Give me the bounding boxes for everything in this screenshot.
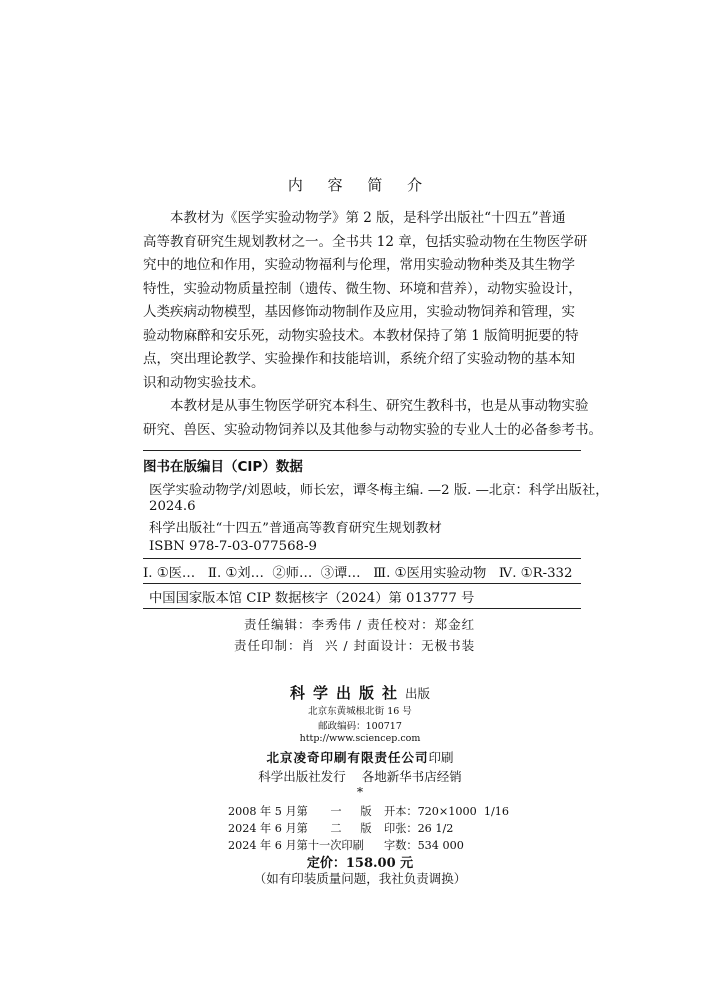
cip-series-line: 科学出版社“十四五”普通高等教育研究生规划教材 (149, 521, 442, 536)
publisher-postcode: 邮政编码：100717 (318, 721, 402, 732)
printer-name: 北京凌奇印刷有限责任公司 (266, 750, 429, 765)
page-title: 内 容 简 介 (287, 176, 433, 194)
production-credits: 责任印制：肖 兴 / 封面设计：无极书装 (234, 638, 476, 653)
separator-star: * (356, 784, 364, 799)
cip-mid-rule (143, 583, 581, 584)
intro-line: 人类疾病动物模型，基因修饰动物制作及应用，实验动物饲养和管理，实 (143, 304, 575, 320)
imprint-row: 2008 年 5 月第 一 版 开本：720×1000 1/16 (228, 805, 509, 818)
intro-paragraph-2 (143, 395, 602, 442)
editor-credits: 责任编辑：李秀伟 / 责任校对：郑金红 (244, 617, 476, 632)
intro-line: 高等教育研究生规划教材之一。全书共 12 章，包括实验动物在生物医学研 (143, 233, 588, 250)
intro-line: 本教材是从事生物医学研究本科生、研究生教科书，也是从事动物实验 (170, 398, 589, 414)
publisher-suffix: 出版 (405, 686, 431, 701)
cip-bibliographic-line: 医学实验动物学/刘恩岐，师长宏，谭冬梅主编. —2 版. —北京：科学出版社， (149, 483, 609, 498)
intro-line: 识和动物实验技术。 (143, 374, 265, 391)
publisher-line (0, 682, 720, 703)
cip-top-rule (143, 450, 581, 451)
quality-note: （如有印装质量问题，我社负责调换） (253, 871, 467, 886)
printer-line (0, 747, 720, 766)
intro-paragraph-1 (143, 207, 588, 395)
cip-isbn: ISBN 978-7-03-077568-9 (149, 539, 317, 554)
cip-mid-rule (143, 558, 581, 559)
distribution-line: 科学出版社发行 各地新华书店经销 (258, 769, 462, 784)
publisher-address: 北京东黄城根北街 16 号 (308, 706, 412, 717)
cip-classification: Ⅰ. ①医… Ⅱ. ①刘… ②师… ③谭… Ⅲ. ①医用实验动物 Ⅳ. ①R-332 (143, 566, 573, 581)
intro-line: 点，突出理论教学、实验操作和技能培训，系统介绍了实验动物的基本知 (143, 351, 575, 367)
cip-bottom-rule (143, 608, 581, 609)
publisher-name: 科学出版社 (289, 684, 405, 702)
imprint-row: 2024 年 6 月第十一次印刷 字数：534 000 (228, 839, 464, 852)
intro-line: 特性，实验动物质量控制（遗传、微生物、环境和营养），动物实验设计， (143, 280, 582, 297)
publisher-url: http://www.sciencep.com (299, 733, 421, 744)
intro-line: 本教材为《医学实验动物学》第 2 版，是科学出版社“十四五”普通 (170, 210, 566, 226)
price: 定价：158.00 元 (306, 856, 414, 871)
cip-record-number: 中国国家版本馆 CIP 数据核字（2024）第 013777 号 (149, 591, 475, 606)
intro-line: 验动物麻醉和安乐死，动物实验技术。本教材保持了第 1 版简明扼要的特 (143, 327, 579, 344)
intro-line: 研究、兽医、实验动物饲养以及其他参与动物实验的专业人士的必备参考书。 (143, 421, 602, 438)
cip-bibliographic-line: 2024.6 (149, 499, 196, 514)
intro-line: 究中的地位和作用，实验动物福利与伦理，常用实验动物种类及其生物学 (143, 257, 575, 273)
imprint-row: 2024 年 6 月第 二 版 印张：26 1/2 (228, 822, 454, 835)
printer-suffix: 印刷 (428, 750, 454, 765)
cip-heading: 图书在版编目（CIP）数据 (143, 459, 303, 475)
